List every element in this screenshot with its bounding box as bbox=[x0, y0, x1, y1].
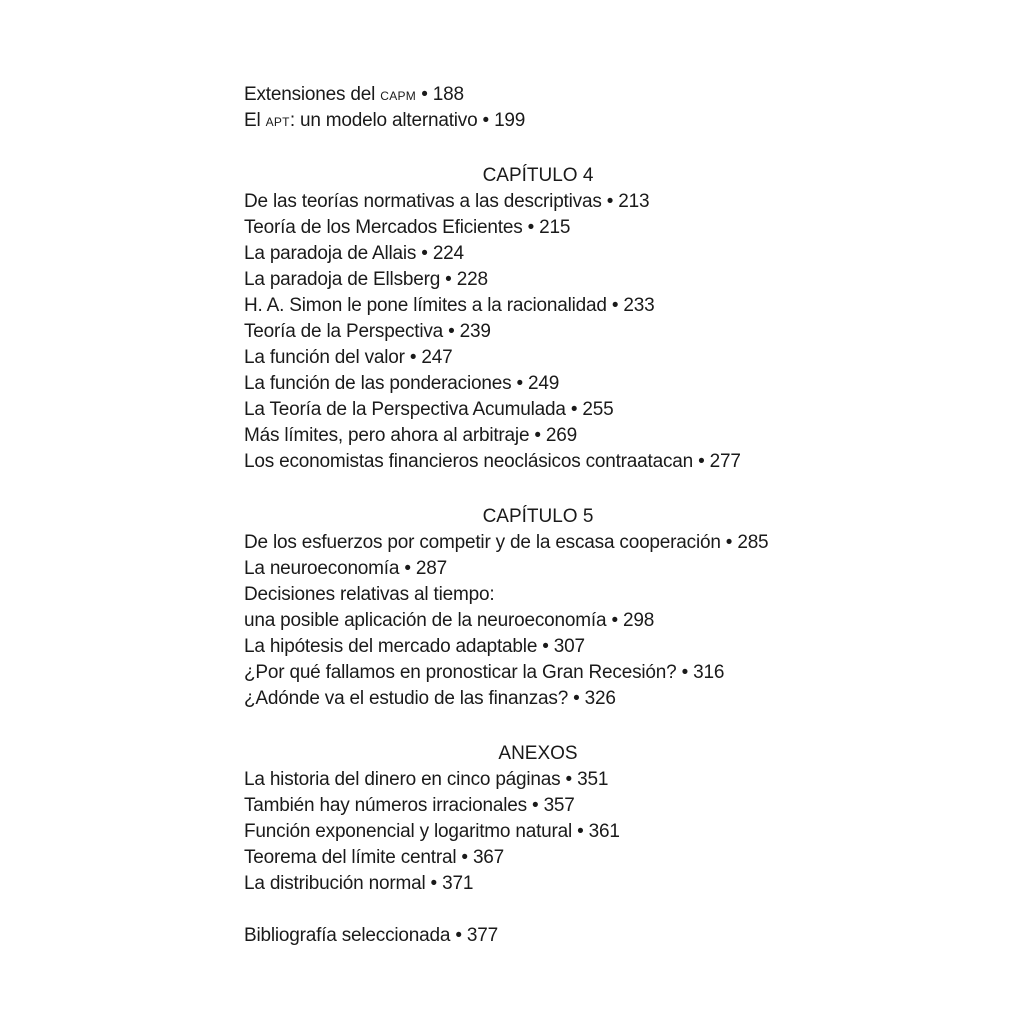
toc-entry: De las teorías normativas a las descriptivas • 213 bbox=[244, 191, 650, 212]
toc-entry: De los esfuerzos por competir y de la escasa cooperación • 285 bbox=[244, 532, 769, 553]
toc-entry: Más límites, pero ahora al arbitraje • 269 bbox=[244, 425, 578, 446]
toc-entry: La paradoja de Ellsberg • 228 bbox=[244, 269, 488, 290]
table-of-contents bbox=[244, 82, 834, 949]
toc-entry: Teoría de la Perspectiva • 239 bbox=[244, 321, 491, 342]
toc-entry: La función de las ponderaciones • 249 bbox=[244, 373, 560, 394]
toc-entry: También hay números irracionales • 357 bbox=[244, 795, 575, 816]
toc-entry: Extensiones del CAPM • 188 bbox=[244, 84, 464, 105]
toc-entry: La hipótesis del mercado adaptable • 307 bbox=[244, 636, 585, 657]
toc-entry: Teoría de los Mercados Eficientes • 215 bbox=[244, 217, 571, 238]
toc-entry: La Teoría de la Perspectiva Acumulada • 255 bbox=[244, 399, 614, 420]
toc-entry: La paradoja de Allais • 224 bbox=[244, 243, 464, 264]
bibliography-entry: Bibliografía seleccionada • 377 bbox=[244, 925, 498, 946]
toc-entry: ¿Adónde va el estudio de las finanzas? • 326 bbox=[244, 688, 616, 709]
toc-entry: La historia del dinero en cinco páginas • 351 bbox=[244, 769, 609, 790]
toc-entry: La función del valor • 247 bbox=[244, 347, 453, 368]
toc-entry: La neuroeconomía • 287 bbox=[244, 558, 447, 579]
toc-entry: Teorema del límite central • 367 bbox=[244, 847, 505, 868]
annex-heading: ANEXOS bbox=[498, 743, 578, 764]
toc-entry: H. A. Simon le pone límites a la racionalidad • 233 bbox=[244, 295, 655, 316]
chapter-heading: CAPÍTULO 4 bbox=[482, 165, 594, 186]
toc-entry: una posible aplicación de la neuroeconomía • 298 bbox=[244, 610, 655, 631]
toc-entry: ¿Por qué fallamos en pronosticar la Gran Recesión? • 316 bbox=[244, 662, 725, 683]
toc-entry: La distribución normal • 371 bbox=[244, 873, 474, 894]
chapter-heading: CAPÍTULO 5 bbox=[482, 506, 594, 527]
toc-entry: Los economistas financieros neoclásicos contraatacan • 277 bbox=[244, 451, 741, 472]
toc-entry: Función exponencial y logaritmo natural • 361 bbox=[244, 821, 620, 842]
toc-entry: El APT: un modelo alternativo • 199 bbox=[244, 110, 526, 131]
toc-entry: Decisiones relativas al tiempo: bbox=[244, 584, 495, 605]
